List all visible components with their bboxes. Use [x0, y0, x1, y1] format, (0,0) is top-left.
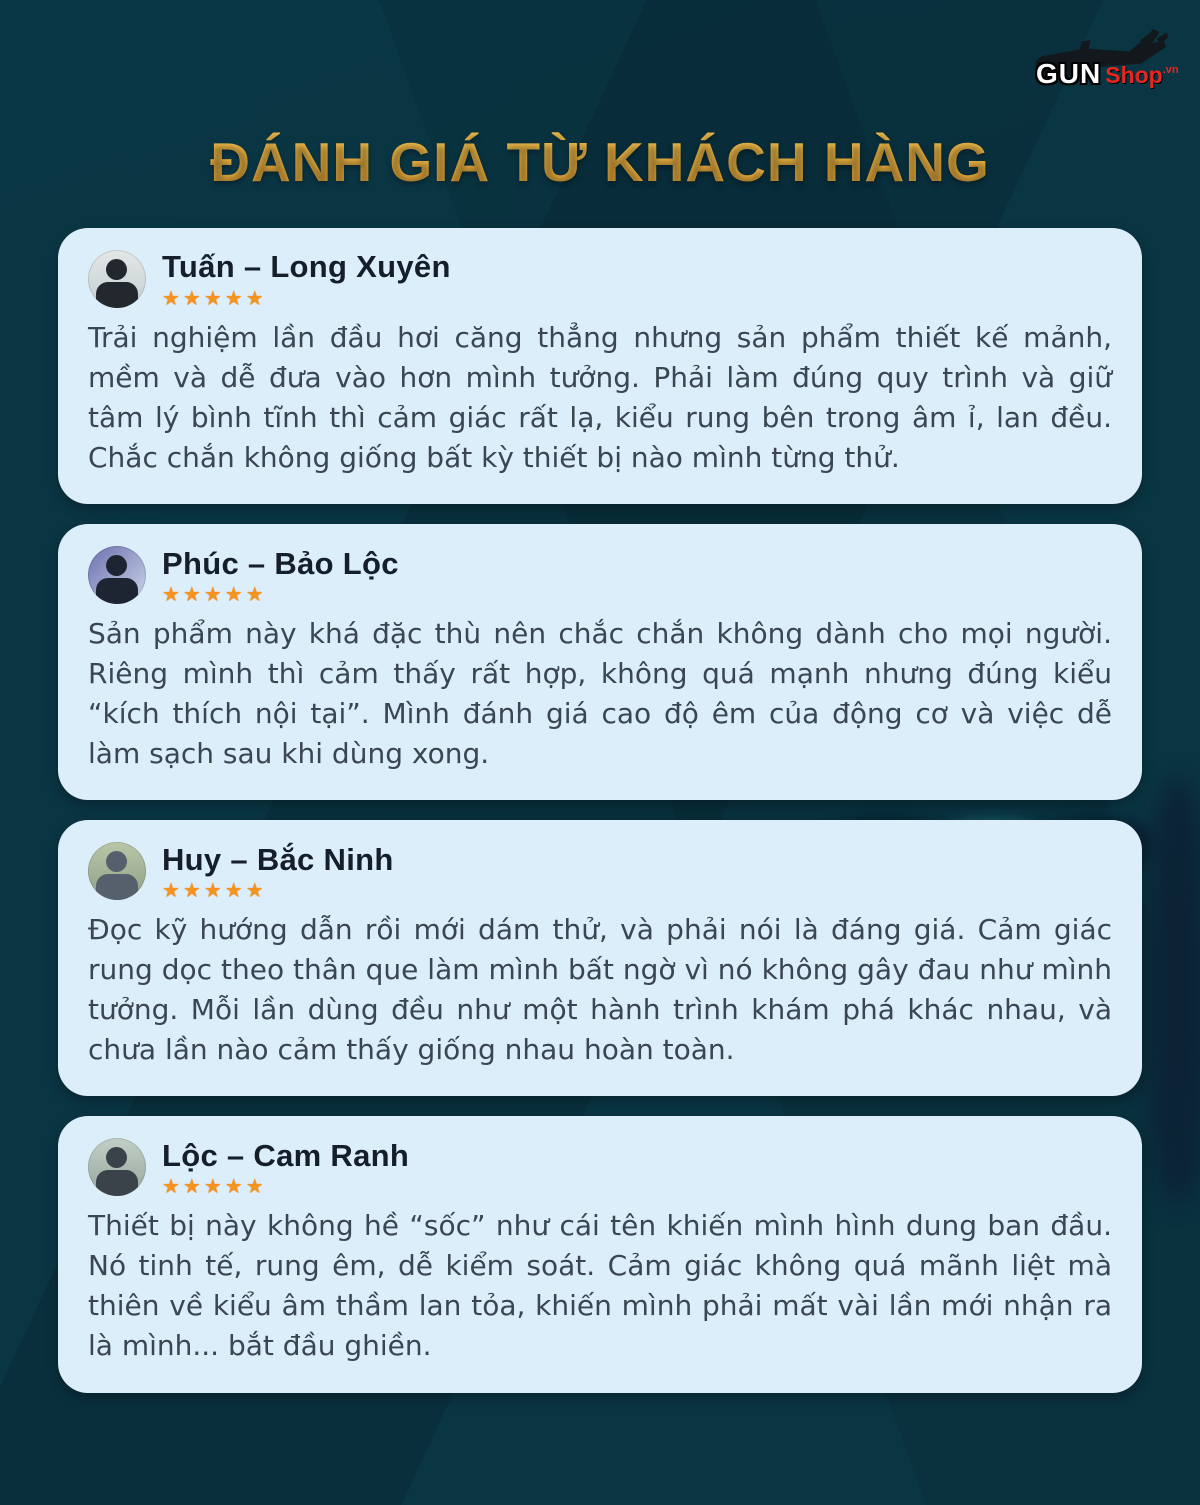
review-text: Đọc kỹ hướng dẫn rồi mới dám thử, và phải nói là đáng giá. Cảm giác rung dọc theo thân que làm mình bất ngờ vì nó không gây đau như mình tưởng. Mỗi lần dùng đều như một hành trình khám phá khác nhau, và chưa lần nào cảm thấy giống nhau hoàn toàn. [88, 913, 1112, 1067]
review-card-header [88, 250, 1112, 308]
reviewer-name: Huy – Bắc Ninh [162, 841, 394, 877]
review-card [58, 524, 1142, 800]
avatar-person-icon [106, 1147, 127, 1168]
avatar-person-icon [96, 578, 138, 604]
review-text: Trải nghiệm lần đầu hơi căng thẳng nhưng sản phẩm thiết kế mảnh, mềm và dễ đưa vào hơn mình tưởng. Phải làm đúng quy trình và giữ tâm lý bình tĩnh thì cảm giác rất lạ, kiểu rung bên trong âm ỉ, lan đều. Chắc chắn không giống bất kỳ thiết bị nào mình từng thử. [88, 321, 1112, 475]
review-card-header [88, 842, 1112, 900]
review-card [58, 820, 1142, 1096]
page-title: ĐÁNH GIÁ TỪ KHÁCH HÀNG [0, 0, 1200, 194]
avatar-person-icon [96, 874, 138, 900]
avatar [88, 1138, 146, 1196]
review-card [58, 228, 1142, 504]
gunshop-logo[interactable] [1028, 20, 1179, 96]
star-rating: ★★★★★ [162, 581, 267, 606]
reviewer-name: Lộc – Cam Ranh [162, 1137, 410, 1173]
review-card-header [88, 1138, 1112, 1196]
logo-text [1036, 60, 1179, 88]
avatar-person-icon [106, 259, 127, 280]
review-text: Thiết bị này không hề “sốc” như cái tên khiến mình hình dung ban đầu. Nó tinh tế, rung êm, dễ kiểm soát. Cảm giác không quá mãnh liệt mà thiên về kiểu âm thầm lan tỏa, khiến mình phải mất vài lần mới nhận ra là mình... bắt đầu ghiền. [88, 1209, 1112, 1363]
avatar [88, 546, 146, 604]
star-rating: ★★★★★ [162, 1173, 267, 1198]
avatar [88, 250, 146, 308]
review-card-list [58, 228, 1142, 1393]
review-text: Sản phẩm này khá đặc thù nên chắc chắn không dành cho mọi người. Riêng mình thì cảm thấy rất hợp, không quá mạnh nhưng đúng kiểu “kích thích nội tại”. Mình đánh giá cao độ êm của động cơ và việc dễ làm sạch sau khi dùng xong. [88, 617, 1112, 771]
logo-shop-word: Shop [1105, 62, 1163, 88]
star-rating: ★★★★★ [162, 877, 267, 902]
avatar-person-icon [96, 1170, 138, 1196]
review-card-header [88, 546, 1112, 604]
reviewer-name: Tuấn – Long Xuyên [162, 249, 451, 285]
avatar [88, 842, 146, 900]
avatar-person-icon [106, 851, 127, 872]
avatar-person-icon [96, 282, 138, 308]
logo-gun-word: GUN [1036, 58, 1102, 89]
avatar-person-icon [106, 555, 127, 576]
reviewer-name: Phúc – Bảo Lộc [162, 545, 399, 581]
logo-domain-suffix: .vn [1162, 64, 1179, 76]
star-rating: ★★★★★ [162, 285, 267, 310]
review-card [58, 1116, 1142, 1392]
